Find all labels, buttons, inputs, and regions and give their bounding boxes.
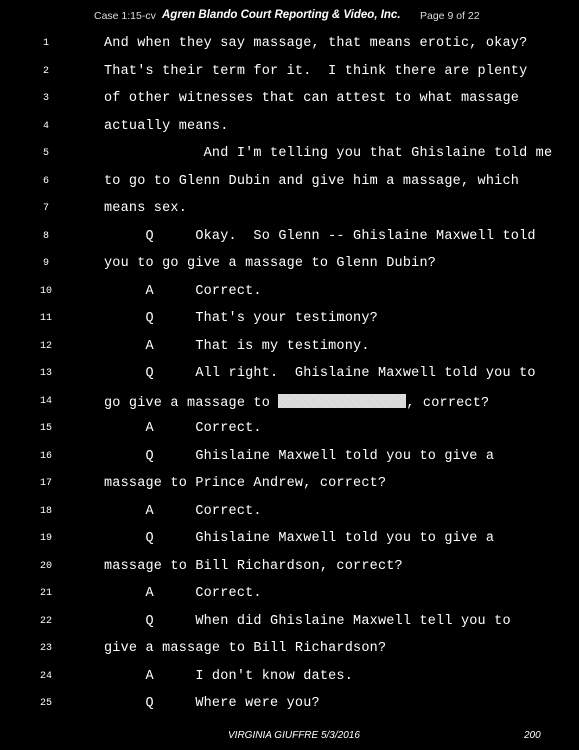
footer-deponent-date: VIRGINIA GIUFFRE 5/3/2016 <box>228 730 360 741</box>
transcript-line <box>0 146 579 166</box>
line-number: 11 <box>39 313 52 324</box>
transcript-line <box>0 91 579 111</box>
transcript-line <box>0 449 579 469</box>
transcript-line <box>0 64 579 84</box>
line-number: 4 <box>42 120 49 132</box>
line-number: 25 <box>39 698 52 709</box>
line-number: 22 <box>39 615 52 627</box>
transcript-line <box>0 559 579 579</box>
line-text: of other witnesses that can attest to what massage <box>104 91 520 106</box>
transcript-line <box>0 366 579 386</box>
line-text: And I'm telling you that Ghislaine told me <box>104 146 553 161</box>
case-number: Case 1:15-cv <box>94 10 156 22</box>
line-number: 8 <box>42 230 49 242</box>
transcript-line <box>0 201 579 221</box>
transcript-line <box>0 476 579 496</box>
page-header <box>0 9 579 25</box>
line-text: That's their term for it. I think there are plenty <box>104 63 528 79</box>
line-number: 6 <box>42 175 49 187</box>
line-number: 19 <box>39 533 52 544</box>
transcript-line <box>0 504 579 524</box>
transcript-line <box>0 311 579 331</box>
line-text-after-redaction: , correct? <box>406 395 490 411</box>
line-text: Q Where were you? <box>104 696 320 711</box>
line-number: 9 <box>42 258 49 269</box>
line-text: Q Ghislaine Maxwell told you to give a <box>104 448 495 464</box>
line-text: A Correct. <box>104 283 262 299</box>
line-number: 24 <box>39 670 52 682</box>
line-number: 14 <box>39 395 52 407</box>
line-text: Q That's your testimony? <box>104 311 378 326</box>
line-text: A Correct. <box>104 586 262 601</box>
transcript-line <box>0 36 579 56</box>
line-number: 13 <box>39 368 52 379</box>
line-text: means sex. <box>104 201 188 216</box>
line-number: 23 <box>39 643 52 654</box>
transcript-line <box>0 614 579 634</box>
line-number: 16 <box>39 450 52 462</box>
transcript-line <box>0 531 579 551</box>
transcript-line <box>0 339 579 359</box>
line-text: A Correct. <box>104 421 262 436</box>
line-text: Q When did Ghislaine Maxwell tell you to <box>104 613 511 629</box>
line-number: 3 <box>42 93 49 104</box>
transcript-line <box>0 586 579 606</box>
transcript-line <box>0 229 579 249</box>
line-number: 15 <box>39 423 52 434</box>
line-text: to go to Glenn Dubin and give him a massage, which <box>104 173 520 189</box>
transcript-line <box>0 256 579 276</box>
line-number: 20 <box>39 560 52 572</box>
line-number: 7 <box>42 203 49 214</box>
line-number: 5 <box>42 148 49 159</box>
line-text: actually means. <box>104 118 229 134</box>
line-text: Q All right. Ghislaine Maxwell told you to <box>104 366 536 381</box>
line-text: A That is my testimony. <box>104 338 370 354</box>
transcript-line <box>0 669 579 689</box>
footer-page-number: 200 <box>524 730 541 741</box>
transcript-line <box>0 174 579 194</box>
line-text: And when they say massage, that means erotic, okay? <box>104 36 528 51</box>
transcript-line <box>0 421 579 441</box>
line-text: Q Ghislaine Maxwell told you to give a <box>104 531 495 546</box>
transcript-line <box>0 641 579 661</box>
line-text <box>104 394 489 411</box>
redaction-box <box>278 394 406 408</box>
line-number: 2 <box>42 65 49 77</box>
line-text: massage to Prince Andrew, correct? <box>104 476 387 491</box>
line-number: 1 <box>42 38 49 49</box>
line-text: you to go give a massage to Glenn Dubin? <box>104 256 437 271</box>
line-text: massage to Bill Richardson, correct? <box>104 558 403 574</box>
line-text: A I don't know dates. <box>104 668 354 684</box>
line-number: 10 <box>39 285 52 297</box>
line-text: Q Okay. So Glenn -- Ghislaine Maxwell told <box>104 228 536 244</box>
court-reporter-name: Agren Blando Court Reporting & Video, Inc. <box>162 9 401 21</box>
line-text: A Correct. <box>104 503 262 519</box>
line-text: give a massage to Bill Richardson? <box>104 641 387 656</box>
transcript-line <box>0 119 579 139</box>
line-number: 17 <box>39 478 52 489</box>
line-number: 12 <box>39 340 52 352</box>
page-of-count: Page 9 of 22 <box>420 10 480 22</box>
line-number: 18 <box>39 505 52 517</box>
line-text-before-redaction: go give a massage to <box>104 395 279 411</box>
line-number: 21 <box>39 588 52 599</box>
transcript-line <box>0 284 579 304</box>
transcript-line <box>0 394 579 414</box>
transcript-line <box>0 696 579 716</box>
